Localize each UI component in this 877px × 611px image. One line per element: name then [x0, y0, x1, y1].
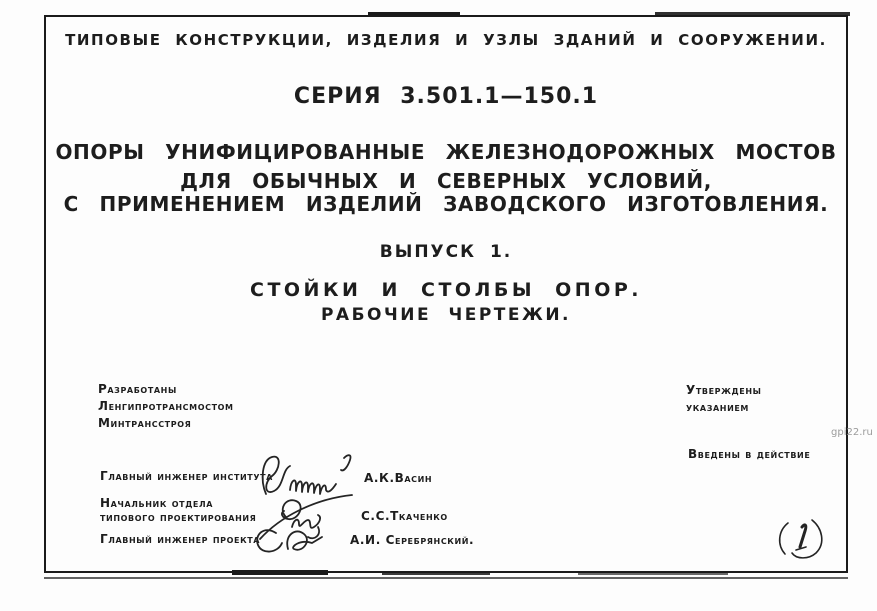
- document-header: ТИПОВЫЕ КОНСТРУКЦИИ, ИЗДЕЛИЯ И УЗЛЫ ЗДАНИЙ И СООРУЖЕНИИ.: [65, 31, 827, 49]
- title-line-3: С ПРИМЕНЕНИЕМ ИЗДЕЛИЙ ЗАВОДСКОГО ИЗГОТОВЛЕНИЯ.: [63, 192, 829, 216]
- issue-number: ВЫПУСК 1.: [379, 242, 513, 262]
- scan-artifact-top-1: [368, 12, 460, 16]
- series-number: СЕРИЯ 3.501.1—150.1: [293, 84, 599, 109]
- scan-artifact-bottom-3: [578, 572, 728, 575]
- handwritten-page-number-icon: [770, 513, 826, 559]
- scan-artifact-bottom-2: [382, 571, 490, 575]
- signatory-role-chief-project-engineer: Главный инженер проекта: [100, 532, 261, 546]
- approved-line-2: указанием: [686, 400, 749, 414]
- scan-artifact-bottom-1: [232, 570, 328, 575]
- signatory-name-vasin: А.К.Васин: [364, 471, 433, 485]
- title-line-2: ДЛЯ ОБЫЧНЫХ И СЕВЕРНЫХ УСЛОВИЙ,: [180, 169, 712, 193]
- developed-by-line-1: Разработаны: [98, 382, 177, 396]
- developed-by-line-2: Ленгипротрансмостом: [98, 399, 234, 413]
- effective-date-line: Введены в действие: [688, 447, 811, 461]
- signatory-role-head-of-typical-design: Начальник отдела типового проектирования: [100, 496, 257, 524]
- approved-by-block: [686, 382, 762, 416]
- subtitle-line-1: СТОЙКИ И СТОЛБЫ ОПОР.: [250, 279, 642, 301]
- signatory-name-tkachenko: С.С.Ткаченко: [361, 509, 448, 523]
- site-watermark: gpi22.ru: [831, 427, 873, 438]
- scan-artifact-bottom-hairline: [44, 577, 848, 579]
- subtitle-line-2: РАБОЧИЕ ЧЕРТЕЖИ.: [320, 305, 572, 325]
- developed-by-line-3: Минтрансстроя: [98, 416, 192, 430]
- signatory-role-chief-engineer-institute: Главный инженер института: [100, 469, 273, 483]
- signatory-name-serebryansky: А.И. Серебрянский.: [350, 533, 475, 547]
- scan-artifact-top-2: [655, 12, 850, 16]
- developed-by-block: [98, 381, 234, 432]
- title-line-1: ОПОРЫ УНИФИЦИРОВАННЫЕ ЖЕЛЕЗНОДОРОЖНЫХ МОСТОВ: [55, 140, 837, 164]
- signature-serebryansky-icon: [248, 521, 340, 561]
- approved-line-1: Утверждены: [686, 383, 762, 397]
